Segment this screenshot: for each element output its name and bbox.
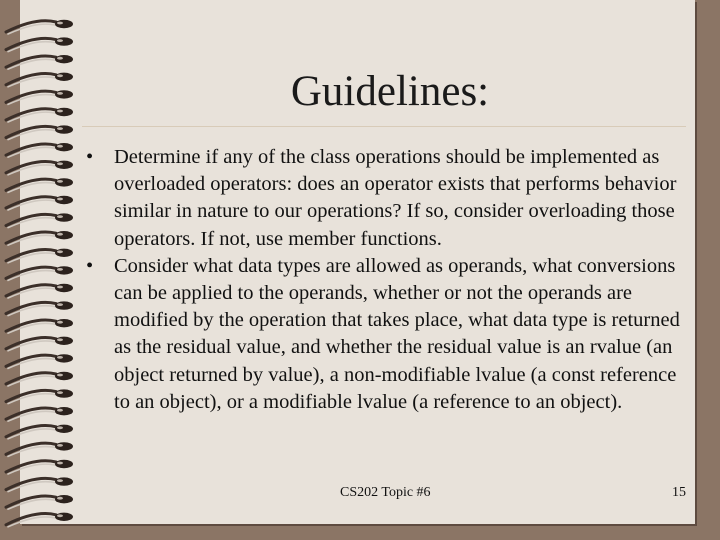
bullet-marker: •: [86, 254, 94, 277]
spiral-ring-icon: [6, 513, 73, 527]
bullet-list: [86, 144, 686, 416]
footer-label: CS202 Topic #6: [340, 485, 431, 500]
spiral-ring-icon: [6, 90, 73, 104]
spiral-ring-icon: [6, 477, 73, 491]
spiral-ring-icon: [6, 161, 73, 175]
bullet-item: [86, 253, 686, 416]
spiral-ring-icon: [6, 460, 73, 474]
page-number: 15: [672, 485, 686, 500]
spiral-ring-icon: [6, 196, 73, 210]
spiral-ring-icon: [6, 125, 73, 139]
title-divider: [82, 126, 686, 127]
spiral-ring-icon: [6, 407, 73, 421]
bullet-text: Consider what data types are allowed as operands, what conversions can be applied to the operands, whether or not the operands are modified by the operation that takes place, what data type is returned as the residual value, and whether the residual value is an rvalue (an object returned by value), a non-modifiable lvalue (a const reference to an object), or a modifiable lvalue (a reference to an object).: [114, 254, 680, 413]
slide-title: Guidelines:: [290, 68, 490, 115]
spiral-ring-icon: [6, 178, 73, 192]
spiral-ring-icon: [6, 143, 73, 157]
spiral-ring-icon: [6, 354, 73, 368]
spiral-ring-icon: [6, 108, 73, 122]
bullet-marker: •: [86, 146, 94, 168]
spiral-binding: [0, 0, 90, 540]
spiral-ring-icon: [6, 372, 73, 386]
spiral-ring-icon: [6, 213, 73, 227]
spiral-ring-icon: [6, 55, 73, 69]
spiral-ring-icon: [6, 284, 73, 298]
spiral-ring-icon: [6, 442, 73, 456]
spiral-ring-icon: [6, 20, 73, 34]
spiral-ring-icon: [6, 73, 73, 87]
spiral-ring-icon: [6, 37, 73, 51]
spiral-ring-icon: [6, 389, 73, 403]
spiral-ring-icon: [6, 231, 73, 245]
spiral-ring-icon: [6, 425, 73, 439]
bullet-item: [86, 144, 686, 253]
spiral-ring-icon: [6, 301, 73, 315]
spiral-ring-icon: [6, 337, 73, 351]
spiral-ring-icon: [6, 319, 73, 333]
spiral-ring-icon: [6, 266, 73, 280]
spiral-ring-icon: [6, 495, 73, 509]
bullet-text: Determine if any of the class operations should be implemented as overloaded operators: does an operator exists that performs behavior similar in nature to our operations? If so, consider overloading those operators. If not, use member functions.: [114, 146, 677, 250]
spiral-ring-icon: [6, 249, 73, 263]
